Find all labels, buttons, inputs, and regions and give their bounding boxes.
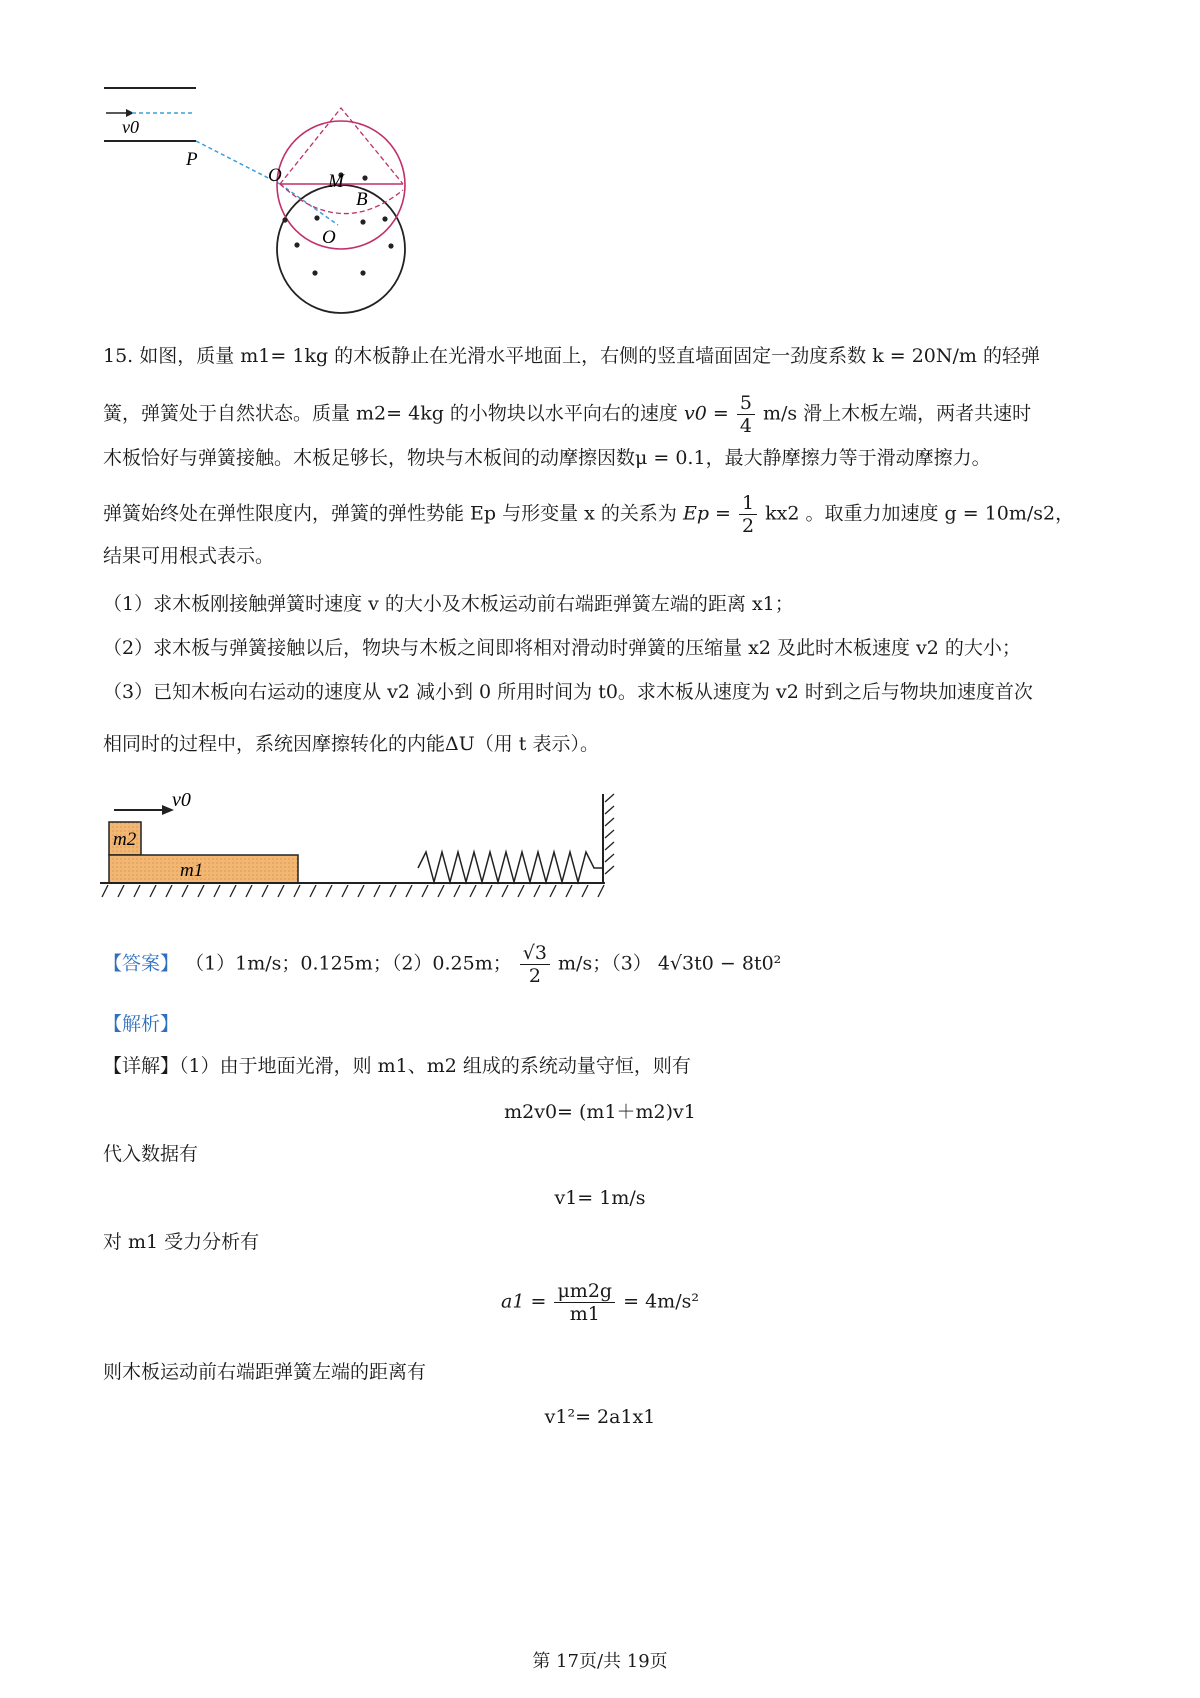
problem-line-1: 15. 如图，质量 m1= 1kg 的木板静止在光滑水平地面上，右侧的竖直墙面固定一劲度系数 k = 20N/m 的轻弹 xyxy=(103,345,1040,367)
answer-line xyxy=(103,942,781,987)
problem-v0-symbol: v0 = xyxy=(683,402,729,425)
fraction-numerator: 1 xyxy=(739,492,757,515)
detail-intro: （1）由于地面光滑，则 m1、m2 组成的系统动量守恒，则有 xyxy=(179,1055,691,1077)
fraction-numerator: 5 xyxy=(737,392,755,415)
label-v0-fig2: v0 xyxy=(172,790,191,811)
fraction-numerator: μm2g xyxy=(554,1280,615,1303)
fraction-numerator: √3 xyxy=(520,942,550,965)
label-m2: m2 xyxy=(113,829,137,850)
question-3-line-2: 相同时的过程中，系统因摩擦转化的内能ΔU（用 t 表示）。 xyxy=(103,733,599,755)
label-B: B xyxy=(356,189,368,210)
question-2: （2）求木板与弹簧接触以后，物块与木板之间即将相对滑动时弹簧的压缩量 x2 及此时木板速度 v2 的大小； xyxy=(103,637,1021,659)
problem-line-4 xyxy=(103,492,1074,537)
label-O-upper: O xyxy=(268,165,282,186)
label-P: P xyxy=(186,149,198,170)
equation-v1: v1= 1m/s xyxy=(554,1187,646,1209)
equation-a1-fraction xyxy=(554,1280,615,1325)
page-footer: 第 17页/共 19页 xyxy=(532,1651,668,1672)
detail-intro-line xyxy=(103,1054,691,1078)
problem-line-2-a: 簧，弹簧处于自然状态。质量 m2= 4kg 的小物块以水平向右的速度 xyxy=(103,402,678,425)
answer-tag: 【答案】 xyxy=(103,952,180,975)
fraction-denominator: 2 xyxy=(742,515,755,537)
problem-line-3: 木板恰好与弹簧接触。木板足够长，物块与木板间的动摩擦因数μ = 0.1，最大静摩擦力等于滑动摩擦力。 xyxy=(103,447,991,469)
problem-line-4-b: kx2 。取重力加速度 g = 10m/s2， xyxy=(765,502,1075,525)
fraction-5-4 xyxy=(737,392,755,437)
analysis-tag: 【解析】 xyxy=(103,1013,180,1035)
equation-a1 xyxy=(0,1280,1200,1325)
figure-magnetic-field xyxy=(100,75,430,315)
answer-sqrt-fraction xyxy=(520,942,550,987)
distance-text: 则木板运动前右端距弹簧左端的距离有 xyxy=(103,1361,427,1383)
equation-momentum: m2v0= (m1＋m2)v1 xyxy=(504,1101,696,1123)
problem-line-5: 结果可用根式表示。 xyxy=(103,545,275,567)
equation-kinematics: v1²= 2a1x1 xyxy=(544,1406,656,1428)
fraction-denominator: 2 xyxy=(528,965,541,987)
fraction-1-2 xyxy=(739,492,757,537)
answer-part-b: m/s；（3） xyxy=(558,952,652,975)
fraction-denominator: 4 xyxy=(739,415,752,437)
fraction-denominator: m1 xyxy=(569,1303,600,1325)
label-v0: v0 xyxy=(122,117,139,137)
force-analysis-text: 对 m1 受力分析有 xyxy=(103,1231,260,1253)
equation-a1-rhs: = 4m/s² xyxy=(623,1290,699,1313)
problem-line-2 xyxy=(103,392,1031,437)
label-m1: m1 xyxy=(180,860,204,881)
problem-line-2-b: m/s 滑上木板左端，两者共速时 xyxy=(762,402,1032,425)
answer-part-c: 4√3t0 − 8t0² xyxy=(657,952,782,975)
answer-part-a: （1）1m/s；0.125m；（2）0.25m； xyxy=(185,952,512,975)
detail-tag: 【详解】 xyxy=(103,1055,180,1077)
question-3-line-1: （3）已知木板向右运动的速度从 v2 减小到 0 所用时间为 t0。求木板从速度为 v2 时到之后与物块加速度首次 xyxy=(103,681,1033,703)
label-O-lower: O xyxy=(322,227,336,248)
substitute-text: 代入数据有 xyxy=(103,1143,199,1165)
question-1: （1）求木板刚接触弹簧时速度 v 的大小及木板运动前右端距弹簧左端的距离 x1； xyxy=(103,593,794,615)
problem-line-4-a: 弹簧始终处在弹性限度内，弹簧的弹性势能 Ep 与形变量 x 的关系为 xyxy=(103,502,677,525)
figure-board-spring xyxy=(100,790,640,905)
equation-a1-lhs: a1 = xyxy=(501,1290,547,1313)
problem-ep-symbol: Ep = xyxy=(682,502,731,525)
label-M: M xyxy=(328,171,344,192)
